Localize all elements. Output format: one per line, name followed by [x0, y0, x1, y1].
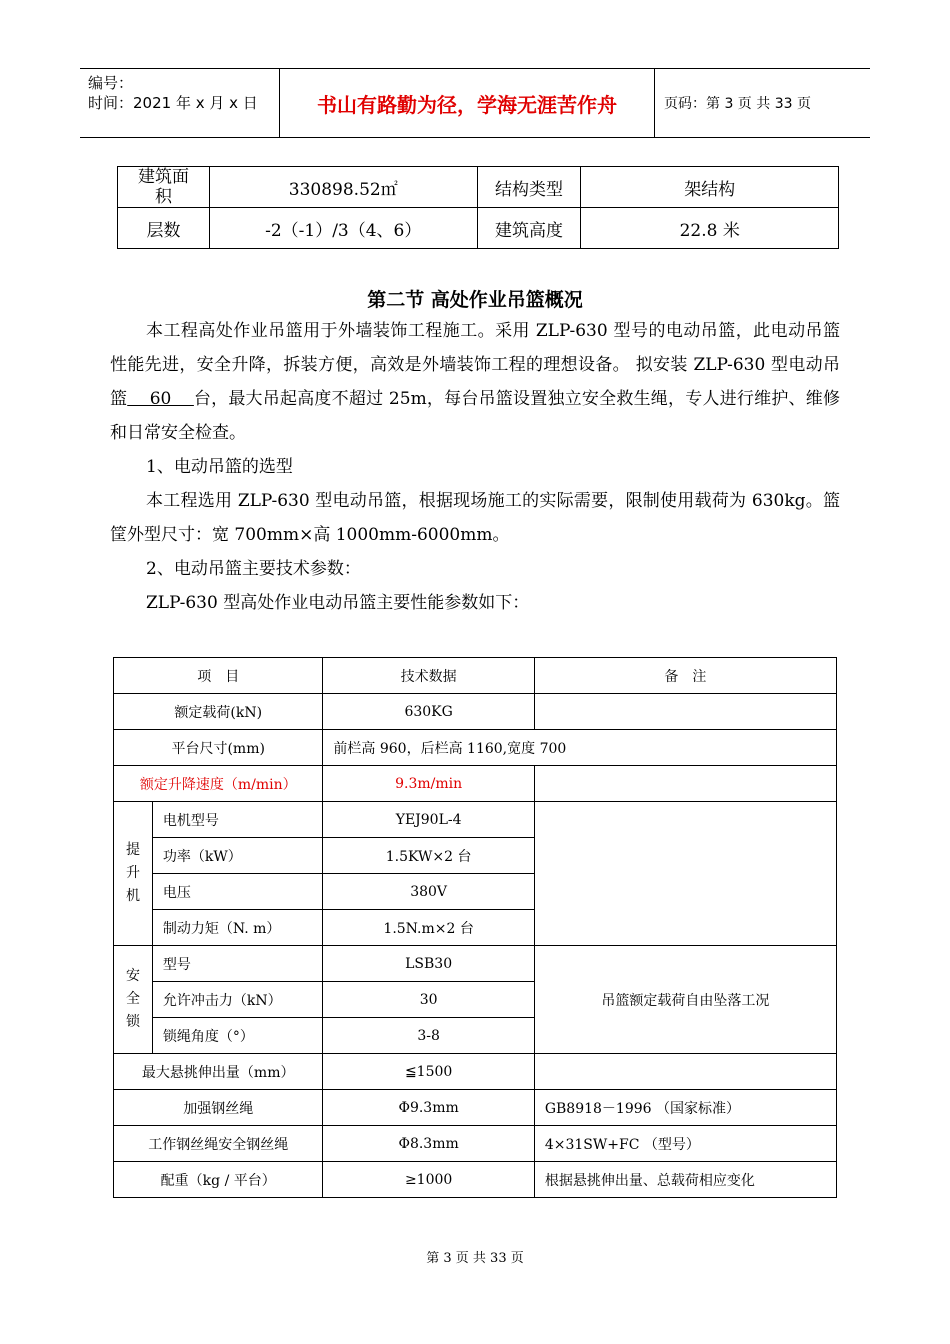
building-info-table	[117, 166, 839, 249]
table-cell	[534, 1054, 836, 1090]
table-cell: 9.3m/min	[323, 766, 534, 802]
table-cell: ≦1500	[323, 1054, 534, 1090]
table-cell: 30	[323, 982, 534, 1018]
header-meta	[80, 69, 280, 137]
table-row	[118, 167, 839, 208]
page-footer: 第 3 页 共 33 页	[426, 1251, 524, 1266]
table-cell: Φ9.3mm	[323, 1090, 534, 1126]
table-cell: 380V	[323, 874, 534, 910]
table-row	[114, 1126, 837, 1162]
table-cell: 630KG	[323, 694, 534, 730]
table-cell: 前栏高 960，后栏高 1160,宽度 700	[323, 730, 837, 766]
table-cell	[534, 694, 836, 730]
table-cell: 330898.52㎡	[209, 167, 477, 208]
header-cell: 项 目	[114, 658, 323, 694]
table-cell: 电机型号	[152, 802, 323, 838]
table-cell: ≥1000	[323, 1162, 534, 1198]
table-row	[114, 730, 837, 766]
table-cell: 功率（kW）	[152, 838, 323, 874]
table-cell: YEJ90L-4	[323, 802, 534, 838]
intro-part2: 台，最大吊起高度不超过 25m，每台吊篮设置独立安全救生绳，专人进行维护、维修和日常安全检查。	[110, 389, 841, 443]
page-header	[80, 68, 870, 138]
spec-table	[113, 657, 837, 1198]
intro-part1: 本工程高处作业吊篮用于外墙装饰工程施工。采用 ZLP-630 型号的电动吊篮，此电动吊篮性能先进，安全升降，拆装方便，高效是外墙装饰工程的理想设备。 拟安装 ZLP-630 型电动吊篮	[110, 321, 840, 409]
table-cell: 最大悬挑伸出量（mm）	[114, 1054, 323, 1090]
table-cell: 允许冲击力（kN）	[152, 982, 323, 1018]
table-cell	[534, 802, 836, 946]
table-cell: 型号	[152, 946, 323, 982]
hoist-group-label: 提升机	[114, 802, 153, 946]
table-cell: 层数	[118, 208, 210, 249]
table-cell: 工作钢丝绳安全钢丝绳	[114, 1126, 323, 1162]
table-cell: 建筑高度	[477, 208, 581, 249]
item1-heading: 1、电动吊篮的选型	[146, 457, 293, 477]
item2-heading: 2、电动吊篮主要技术参数：	[146, 559, 361, 579]
table-cell: 1.5N.m×2 台	[323, 910, 534, 946]
table-row	[114, 1054, 837, 1090]
header-cell: 技术数据	[323, 658, 534, 694]
table-cell: GB8918－1996 （国家标准）	[534, 1090, 836, 1126]
table-cell: 根据悬挑伸出量、总载荷相应变化	[534, 1162, 836, 1198]
header-motto: 书山有路勤为径，学海无涯苦作舟	[280, 69, 655, 137]
item2-text: ZLP-630 型高处作业电动吊篮主要性能参数如下：	[146, 593, 530, 613]
table-cell: 22.8 米	[581, 208, 839, 249]
table-cell: 吊篮额定载荷自由坠落工况	[534, 946, 836, 1054]
table-cell: 电压	[152, 874, 323, 910]
header-cell: 备 注	[534, 658, 836, 694]
table-row	[114, 946, 837, 982]
time-label: 时间：2021 年 x 月 x 日	[88, 94, 258, 112]
item1-text: 本工程选用 ZLP-630 型电动吊篮，根据现场施工的实际需要，限制使用载荷为 630kg。篮筐外型尺寸：宽 700mm×高 1000mm-6000mm。	[110, 491, 840, 545]
table-row	[114, 1162, 837, 1198]
table-cell: 加强钢丝绳	[114, 1090, 323, 1126]
table-row	[118, 208, 839, 249]
table-row	[114, 1090, 837, 1126]
number-label: 编号：	[88, 74, 134, 92]
table-cell: Φ8.3mm	[323, 1126, 534, 1162]
table-cell: 3-8	[323, 1018, 534, 1054]
table-cell: 配重（kg / 平台）	[114, 1162, 323, 1198]
table-header-row	[114, 658, 837, 694]
table-cell: 架结构	[581, 167, 839, 208]
table-row	[114, 766, 837, 802]
table-cell: 锁绳角度（°）	[152, 1018, 323, 1054]
table-cell: 额定载荷(kN)	[114, 694, 323, 730]
table-cell: -2（-1）/3（4、6）	[209, 208, 477, 249]
header-page-label: 页码：第 3 页 共 33 页	[664, 96, 811, 112]
section-title: 第二节 高处作业吊篮概况	[367, 289, 583, 311]
lock-group-label: 安全锁	[114, 946, 153, 1054]
table-cell: LSB30	[323, 946, 534, 982]
table-cell: 结构类型	[477, 167, 581, 208]
table-cell: 平台尺寸(mm)	[114, 730, 323, 766]
table-row	[114, 694, 837, 730]
intro-paragraph	[110, 314, 840, 620]
table-cell: 额定升降速度（m/min）	[114, 766, 323, 802]
install-count: 60	[127, 389, 194, 409]
table-cell	[534, 766, 836, 802]
table-cell: 4×31SW+FC （型号）	[534, 1126, 836, 1162]
table-cell: 制动力矩（N. m）	[152, 910, 323, 946]
table-cell: 建筑面积	[118, 167, 210, 208]
table-cell: 1.5KW×2 台	[323, 838, 534, 874]
table-row	[114, 802, 837, 838]
